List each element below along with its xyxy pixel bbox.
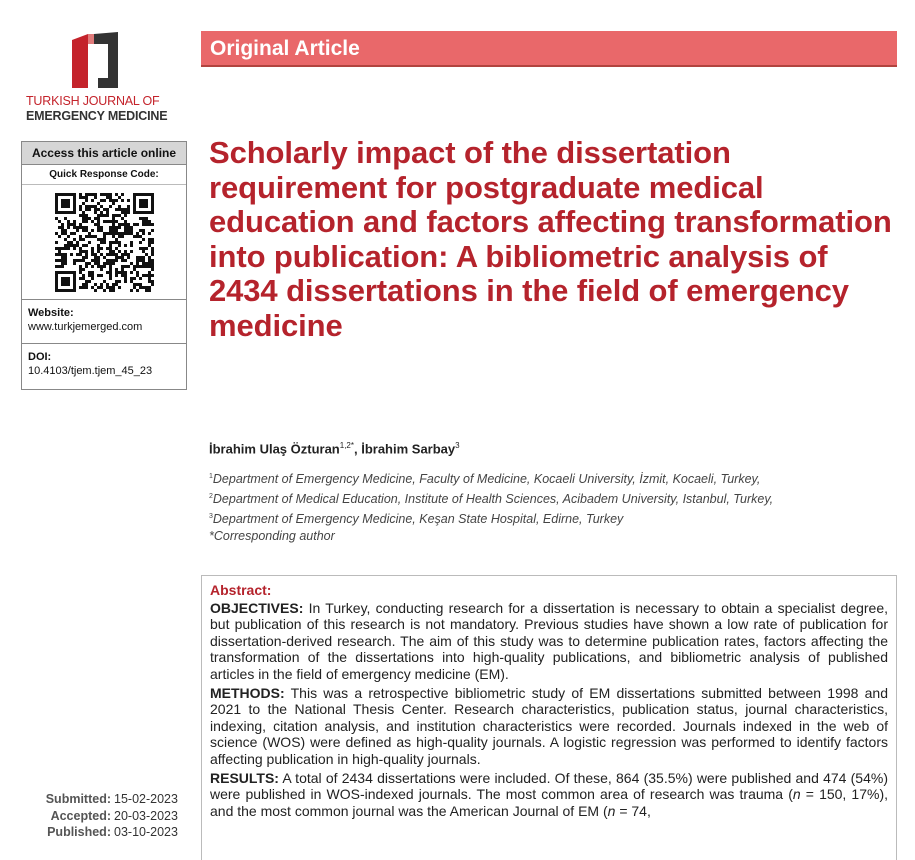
date-published [21,824,191,841]
author-separator: , [353,441,362,457]
objectives-label: OBJECTIVES: [210,600,304,616]
date-value: 20-03-2023 [114,808,178,823]
author-list [209,441,460,456]
author-affil-sup: 3 [455,441,460,450]
access-heading: Access this article online [22,142,186,165]
results-label: RESULTS: [210,770,279,787]
article-title: Scholarly impact of the dissertation requirement for postgraduate medical education and factors affecting transformation into publication: A bibliometric analysis of 2434 dissertations in the field of emergency medicine [209,135,892,343]
article-type-label: Original Article [210,37,360,60]
date-value: 03-10-2023 [114,825,178,839]
qr-label: Quick Response Code: [22,165,186,185]
results-text: = 150, 17%), and the most common journal was the American Journal of EM ( [210,786,888,819]
affiliation-text: Department of Medical Education, Institute of Health Sciences, Acibadem University, Istanbul, Turkey, [212,492,774,507]
affiliation-item [209,468,889,488]
author-affil-sup: 1,2* [339,441,354,450]
results-n: n [792,786,801,803]
journal-logo-icon [68,32,122,88]
abstract-box [201,575,897,860]
affiliation-text: Department of Emergency Medicine, Faculty of Medicine, Kocaeli University, İzmit, Kocaeli, Turkey, [212,472,761,487]
date-label: Published: [47,825,111,839]
results-n: n [607,802,616,819]
doi-cell [22,344,186,389]
article-type-bar [201,31,897,67]
author-name[interactable]: İbrahim Ulaş Özturan [209,441,340,457]
methods-label: METHODS: [210,685,285,702]
access-online-box [21,141,187,390]
methods-text: This was a retrospective bibliometric study of EM dissertations submitted between 1998 and 2021 to the National Thesis Center. Research characteristics, publication status, journal characteristics, indexing, citation analysis, and institution characteristics were recorded. Journals indexed in the web of science (WOS) were defined as high-quality journals. A logistic regression was performed to identify factors affecting publication in high-quality journals. [210,685,888,767]
doi-link[interactable]: 10.4103/tjem.tjem_45_23 [28,365,153,377]
affiliation-item [209,508,889,528]
website-label: Website: [28,307,74,319]
abstract-methods [210,685,888,767]
date-label: Accepted: [50,808,111,823]
date-accepted [21,808,191,825]
corresponding-note [209,528,889,545]
author-name[interactable]: İbrahim Sarbay [361,441,456,457]
journal-name-line1: TURKISH JOURNAL OF [26,94,160,108]
affiliation-text: Department of Emergency Medicine, Keşan State Hospital, Edirne, Turkey [212,512,624,527]
results-text: = 74, [615,802,651,819]
affiliation-num: 1 [209,473,213,480]
qr-code-area [22,185,186,300]
affiliation-num: 2 [209,493,213,501]
date-label: Submitted: [45,792,111,806]
abstract-results [210,770,888,819]
objectives-text: In Turkey, conducting research for a dissertation is necessary to obtain a specialist degree, but publication of this research is not mandatory. Previous studies have shown a low rate of publication for dissertation-derived research. The aim of this study was to determine publication rates, factors affecting the transformation of the dissertations into high-quality publications, and bibliometric analysis of published articles in the field of emergency medicine (EM). [210,600,888,682]
date-submitted [21,791,191,808]
date-value: 15-02-2023 [114,792,178,806]
abstract-objectives [210,600,888,682]
publication-dates [21,791,191,841]
affiliation-item [209,488,889,508]
abstract-heading: Abstract: [210,582,272,598]
affiliation-num: 3 [209,513,213,521]
affiliation-text: *Corresponding author [209,529,335,544]
journal-name-line2: EMERGENCY MEDICINE [26,109,168,123]
affiliation-list [209,468,889,545]
website-cell [22,300,186,344]
website-link[interactable]: www.turkjemerged.com [28,321,143,333]
qr-code-icon[interactable] [55,193,154,292]
doi-label: DOI: [28,351,52,363]
results-text: A total of 2434 dissertations were included. Of these, 864 (35.5%) were published and 474 (54%) were published in WOS-indexed journals. The most common area of research was trauma ( [210,770,888,803]
